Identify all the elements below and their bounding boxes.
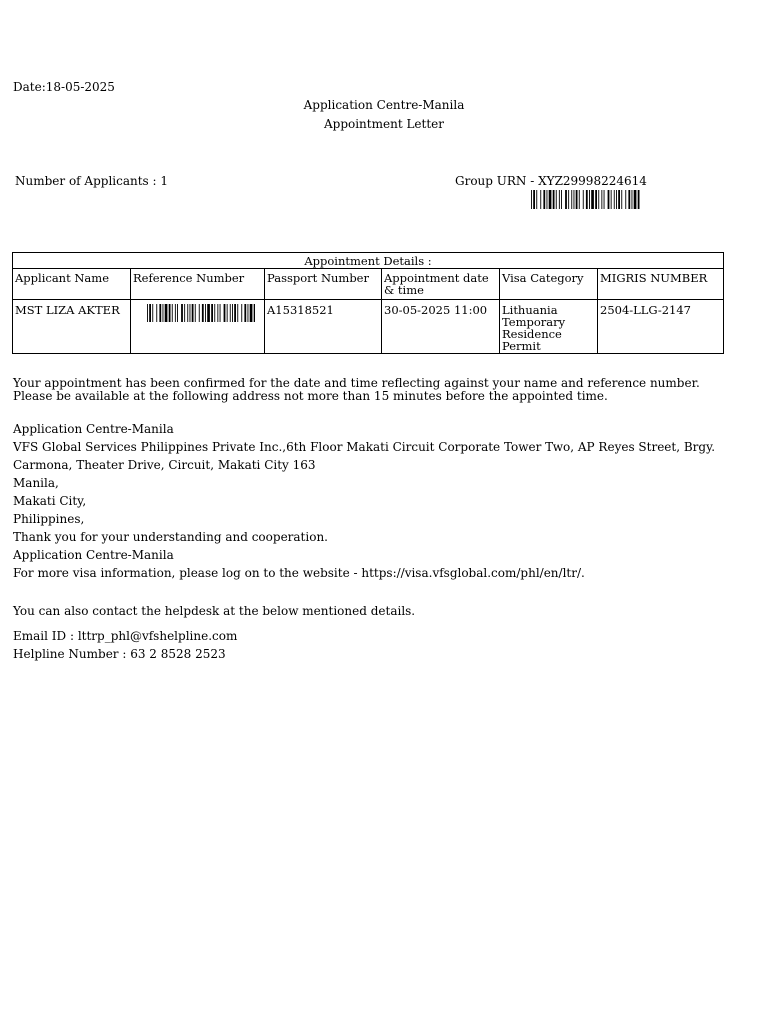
number-of-applicants: Number of Applicants : 1	[15, 174, 169, 188]
address-block	[13, 422, 748, 564]
centre-name: Application Centre-Manila	[13, 422, 174, 436]
city-line: Manila,	[13, 476, 59, 490]
more-info-text: For more visa information, please log on to the website - https://visa.vfsglobal.com/phl/en/ltr/.	[13, 566, 585, 580]
centre-address: VFS Global Services Philippines Private Inc.,6th Floor Makati Circuit Corporate Tower Two, AP Reyes Street, Brgy. Carmona, Theater Drive, Circuit, Makati City 163	[13, 440, 716, 472]
appointment-datetime: 30-05-2025 11:00	[382, 300, 500, 354]
confirmation-text: Your appointment has been confirmed for the date and time reflecting against your name and reference number. Please be available at the following address not more than 15 minutes before the appointed time.	[13, 376, 700, 403]
table-row	[13, 300, 724, 354]
letter-date: Date:18-05-2025	[13, 80, 115, 94]
reference-number-barcode	[147, 304, 255, 322]
letter-title: Appointment Letter	[323, 117, 445, 131]
group-urn: Group URN - XYZ29998224614	[455, 174, 647, 188]
reference-number-cell	[131, 300, 265, 354]
column-header: Visa Category	[500, 269, 598, 300]
column-header: Reference Number	[131, 269, 265, 300]
visa-category: Lithuania Temporary Residence Permit	[500, 300, 598, 354]
centre-title: Application Centre-Manila	[303, 98, 465, 112]
signoff-text: Application Centre-Manila	[13, 548, 174, 562]
helpdesk-text: You can also contact the helpdesk at the below mentioned details.	[13, 604, 416, 618]
passport-number: A15318521	[265, 300, 382, 354]
group-urn-barcode	[531, 190, 641, 209]
thanks-text: Thank you for your understanding and cooperation.	[13, 530, 328, 544]
country-line: Philippines,	[13, 512, 85, 526]
column-header: Applicant Name	[13, 269, 131, 300]
column-header: Passport Number	[265, 269, 382, 300]
helpdesk-phone: Helpline Number : 63 2 8528 2523	[13, 647, 226, 661]
column-header: Appointment date & time	[382, 269, 500, 300]
applicant-name: MST LIZA AKTER	[13, 300, 131, 354]
table-header-row	[13, 269, 724, 300]
table-caption: Appointment Details :	[13, 253, 724, 269]
city-line: Makati City,	[13, 494, 87, 508]
helpdesk-email: Email ID : lttrp_phl@vfshelpline.com	[13, 629, 238, 643]
appointment-details-table	[12, 252, 724, 354]
migris-number: 2504-LLG-2147	[598, 300, 724, 354]
column-header: MIGRIS NUMBER	[598, 269, 724, 300]
